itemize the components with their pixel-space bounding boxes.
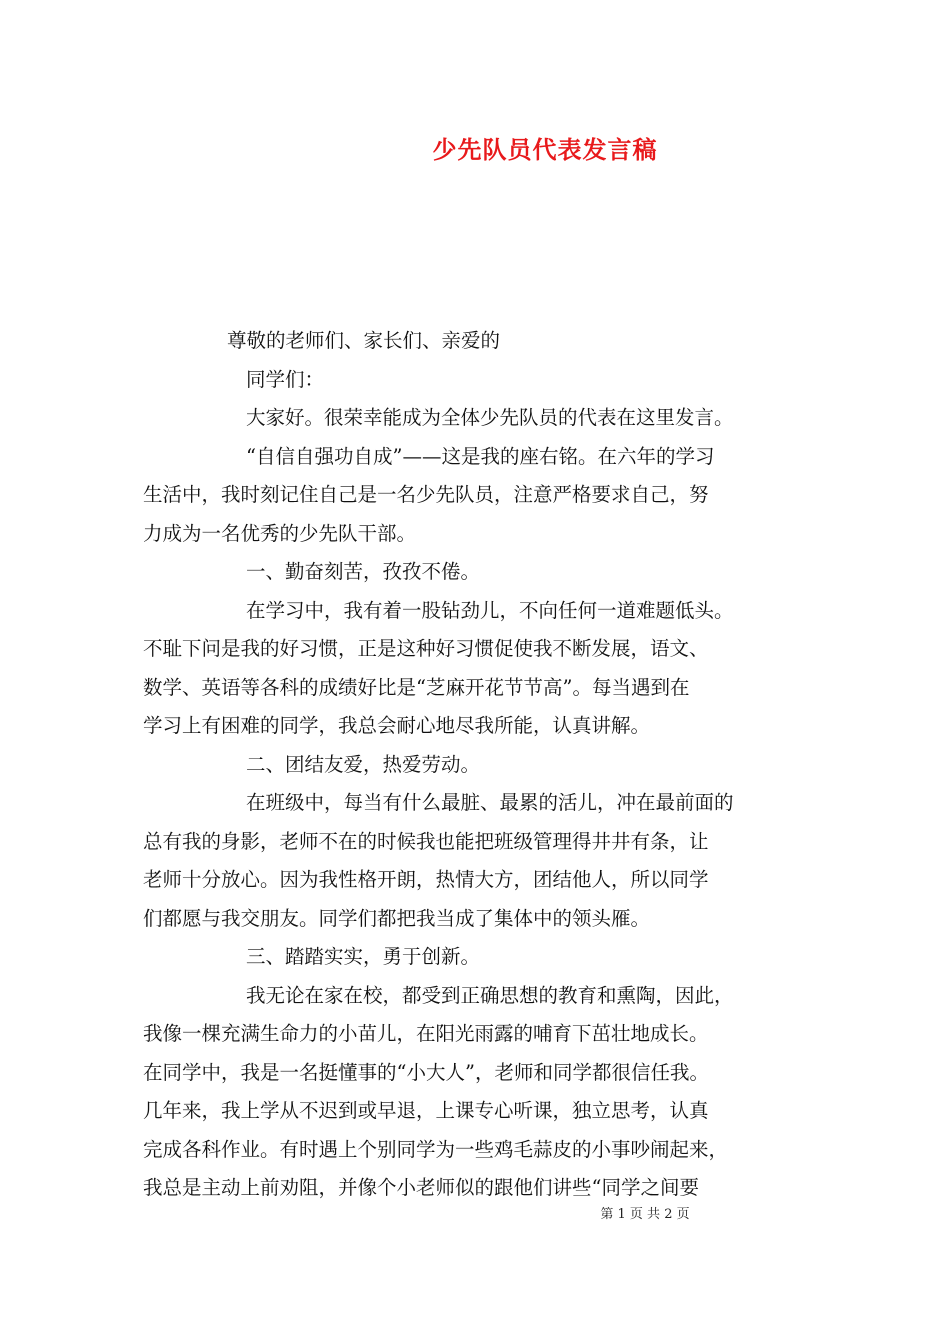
text-line: “自信自强功自成”——这是我的座右铭。在六年的学习 <box>246 444 715 468</box>
text-line: 总有我的身影，老师不在的时候我也能把班级管理得井井有条，让 <box>143 829 709 853</box>
document-body <box>143 322 823 1208</box>
document-title: 少先队员代表发言稿 <box>432 136 658 164</box>
text-line: 在同学中，我是一名挺懂事的“小大人”，老师和同学都很信任我。 <box>143 1060 709 1084</box>
text-line: 三、踏踏实实，勇于创新。 <box>246 945 481 968</box>
text-line: 不耻下问是我的好习惯，正是这种好习惯促使我不断发展，语文、 <box>143 637 709 660</box>
text-line: 大家好。很荣幸能成为全体少先队员的代表在这里发言。 <box>246 406 734 429</box>
text-line: 数学、英语等各科的成绩好比是“芝麻开花节节高”。每当遇到在 <box>143 675 690 699</box>
text-line: 完成各科作业。有时遇上个别同学为一些鸡毛蒜皮的小事吵闹起来， <box>143 1137 729 1161</box>
text-line: 几年来，我上学从不迟到或早退，上课专心听课，独立思考，认真 <box>143 1099 709 1122</box>
text-line: 学习上有困难的同学，我总会耐心地尽我所能，认真讲解。 <box>143 714 651 737</box>
page-footer: 第 1 页 共 2 页 <box>600 1207 690 1222</box>
text-line: 在学习中，我有着一股钻劲儿，不向任何一道难题低头。 <box>246 598 734 622</box>
text-line: 们都愿与我交朋友。同学们都把我当成了集体中的领头雁。 <box>143 906 651 930</box>
text-line: 我像一棵充满生命力的小苗儿，在阳光雨露的哺育下茁壮地成长。 <box>143 1022 709 1045</box>
text-line: 同学们： <box>246 367 325 391</box>
text-line: 我无论在家在校，都受到正确思想的教育和熏陶，因此， <box>246 983 734 1007</box>
text-line: 尊敬的老师们、家长们、亲爱的 <box>227 329 501 352</box>
text-line: 在班级中，每当有什么最脏、最累的活儿，冲在最前面的 <box>246 791 734 814</box>
text-line: 我总是主动上前劝阻，并像个小老师似的跟他们讲些“同学之间要 <box>143 1176 699 1199</box>
text-line: 一、勤奋刻苦，孜孜不倦。 <box>246 560 481 583</box>
text-line: 二、团结友爱，热爱劳动。 <box>246 752 481 776</box>
text-line: 力成为一名优秀的少先队干部。 <box>143 521 417 545</box>
text-line: 老师十分放心。因为我性格开朗，热情大方，团结他人，所以同学 <box>143 868 709 891</box>
text-line: 生活中，我时刻记住自己是一名少先队员，注意严格要求自己，努 <box>143 483 709 506</box>
